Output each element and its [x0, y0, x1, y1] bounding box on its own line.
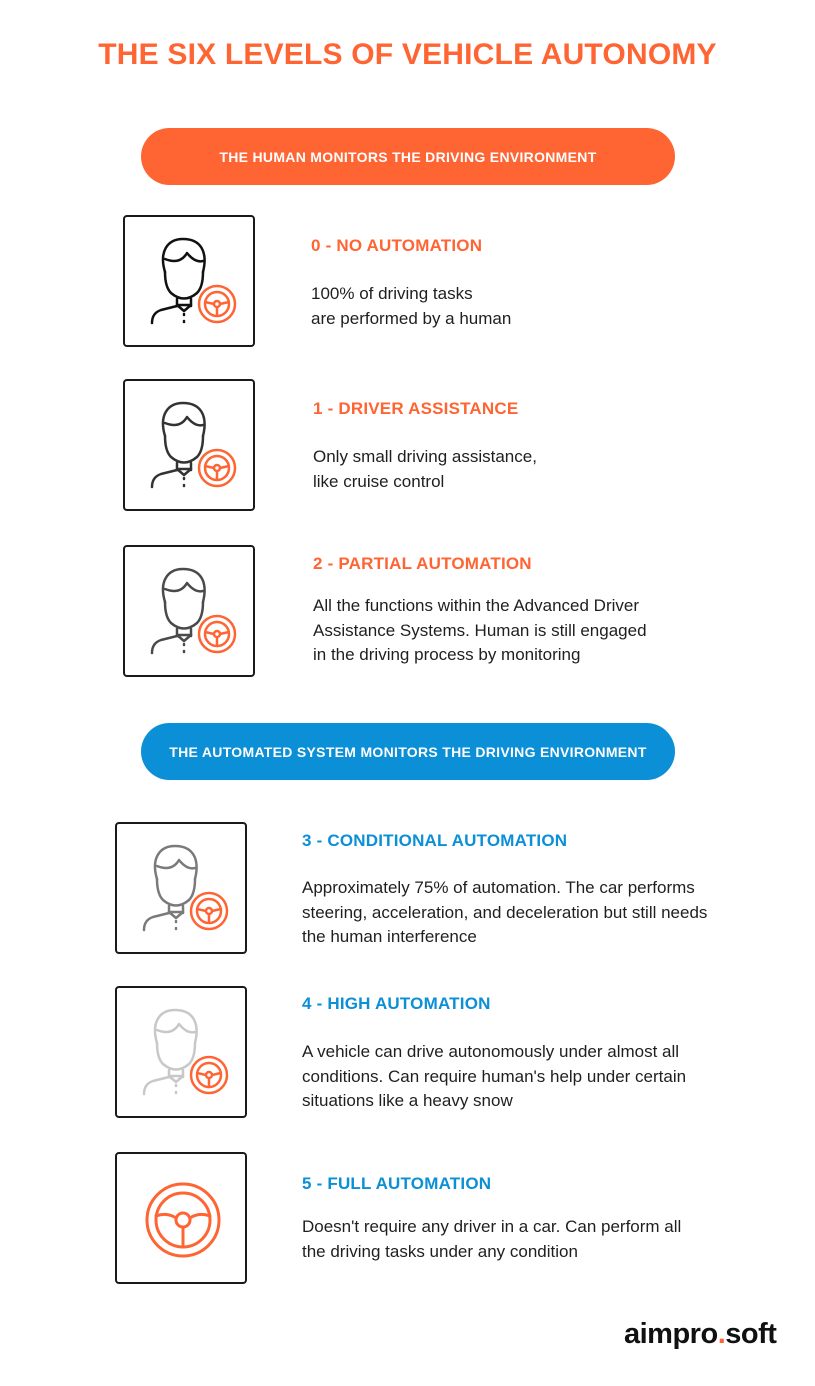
driver-icon: [125, 547, 257, 679]
level-3-title: 3 - CONDITIONAL AUTOMATION: [302, 831, 568, 850]
level-5-card: [115, 1152, 247, 1284]
driver-icon: [117, 824, 249, 956]
level-4-title: 4 - HIGH AUTOMATION: [302, 994, 491, 1013]
level-2-card: [123, 545, 255, 677]
level-5-desc: Doesn't require any driver in a car. Can perform all the driving tasks under any condition: [302, 1217, 682, 1261]
driver-icon: [125, 217, 257, 349]
level-2-desc: All the functions within the Advanced Driver Assistance Systems. Human is still engaged in the driving process by monitoring: [313, 596, 647, 664]
level-0-desc: 100% of driving tasks are performed by a human: [311, 284, 512, 328]
brand-logo: aimpro.soft: [624, 1318, 777, 1350]
level-1-desc: Only small driving assistance, like cruise control: [313, 447, 537, 491]
level-3-desc: Approximately 75% of automation. The car performs steering, acceleration, and deceleration but still needs the human interference: [302, 878, 708, 946]
driver-icon: [125, 381, 257, 513]
section-header-human: THE HUMAN MONITORS THE DRIVING ENVIRONMENT: [141, 128, 675, 185]
level-4-card: [115, 986, 247, 1118]
driver-icon: [117, 988, 249, 1120]
level-4-desc: A vehicle can drive autonomously under almost all conditions. Can require human's help under certain situations like a heavy snow: [302, 1042, 687, 1110]
level-2-title: 2 - PARTIAL AUTOMATION: [313, 554, 532, 573]
level-1-card: [123, 379, 255, 511]
section-header-system: THE AUTOMATED SYSTEM MONITORS THE DRIVING ENVIRONMENT: [141, 723, 675, 780]
steering-wheel-icon: [117, 1154, 249, 1286]
level-0-title: 0 - NO AUTOMATION: [311, 236, 483, 255]
level-0-card: [123, 215, 255, 347]
level-1-title: 1 - DRIVER ASSISTANCE: [313, 399, 519, 418]
page-title: THE SIX LEVELS OF VEHICLE AUTONOMY: [98, 38, 717, 71]
level-3-card: [115, 822, 247, 954]
level-5-title: 5 - FULL AUTOMATION: [302, 1174, 492, 1193]
